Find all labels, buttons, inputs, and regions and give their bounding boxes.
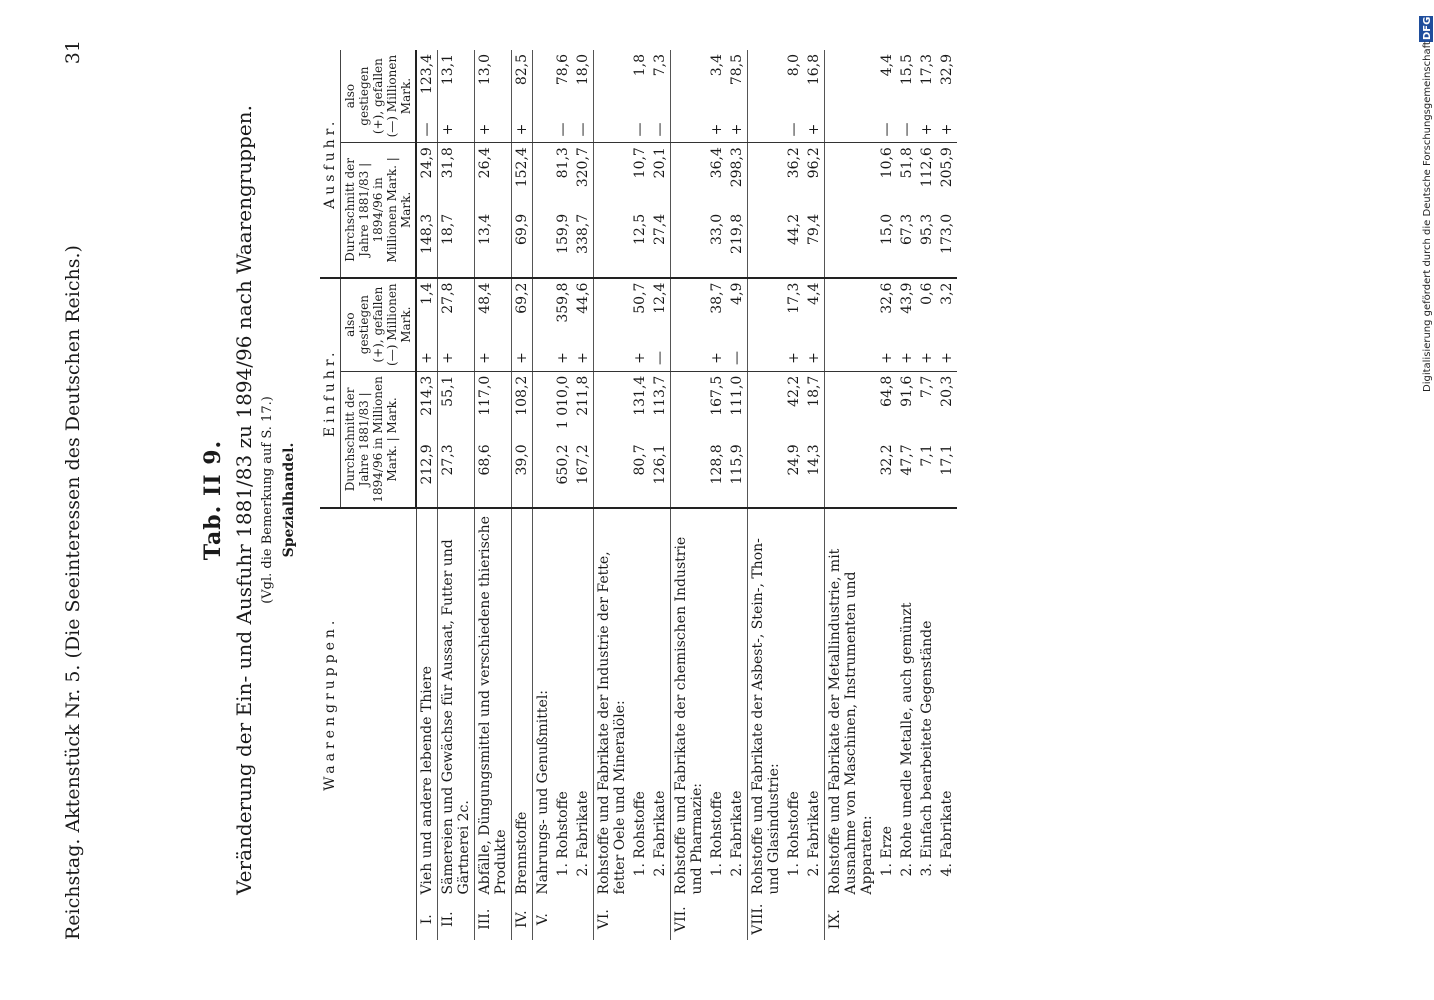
row-number: [553, 898, 573, 940]
einfuhr-change: 0,6: [919, 282, 935, 305]
table-row: [594, 50, 631, 940]
einfuhr-1894-96: 42,2: [786, 375, 802, 407]
einfuhr-change-sign: [748, 345, 785, 371]
trade-table: [320, 50, 957, 940]
row-number: VI.: [594, 898, 631, 940]
einfuhr-1894-96: [825, 371, 878, 440]
ausfuhr-1881-83: 12,5: [630, 210, 650, 278]
table-row: [804, 50, 825, 940]
ausfuhr-1894-96: [533, 143, 554, 210]
ausfuhr-1894-96: [671, 143, 708, 210]
einfuhr-change: 4,4: [806, 282, 822, 305]
einfuhr-1894-96: [671, 371, 708, 440]
ausfuhr-change-sign: +: [438, 117, 475, 143]
row-number: II.: [438, 898, 475, 940]
einfuhr-change-sign: [671, 345, 708, 371]
row-number: IV.: [512, 898, 533, 940]
ausfuhr-1894-96: 152,4: [512, 143, 533, 210]
row-label: 4. Fabrikate: [939, 790, 955, 877]
einfuhr-1894-96: 91,6: [899, 375, 915, 407]
einfuhr-change-sign: +: [804, 345, 825, 371]
ausfuhr-1881-83: [671, 210, 708, 278]
ausfuhr-change: 3,4: [709, 54, 725, 77]
einfuhr-1894-96: 131,4: [632, 375, 648, 416]
row-label: 3. Einfach bearbeitete Gegenstände: [919, 620, 935, 877]
row-number: [897, 898, 917, 940]
row-number: [727, 898, 748, 940]
ausfuhr-change-sign: +: [804, 117, 825, 143]
row-label: 2. Fabrikate: [575, 790, 591, 877]
einfuhr-1881-83: 80,7: [630, 440, 650, 508]
einfuhr-change: 17,3: [786, 282, 802, 314]
row-label: 2. Rohe unedle Metalle, auch gemünzt: [899, 602, 915, 877]
row-number: V.: [533, 898, 554, 940]
ausfuhr-1881-83: 27,4: [650, 210, 671, 278]
einfuhr-change-sign: [594, 345, 631, 371]
einfuhr-change-sign: +: [630, 345, 650, 371]
table-row: [897, 50, 917, 940]
ausfuhr-1881-83: 148,3: [416, 210, 438, 278]
ausfuhr-1881-83: 33,0: [707, 210, 727, 278]
row-number: [784, 898, 804, 940]
ausfuhr-1894-96: 24,9: [416, 143, 438, 210]
ausfuhr-change-sign: +: [917, 117, 937, 143]
row-label: Rohstoffe und Fabrikate der Metallindustrie, mit Ausnahme von Maschinen, Instrumenten und Apparaten:: [825, 508, 878, 898]
table-row: [825, 50, 878, 940]
einfuhr-1894-96: [748, 371, 785, 440]
einfuhr-1894-96: 108,2: [512, 371, 533, 440]
row-number: [877, 898, 897, 940]
ausfuhr-change: 32,9: [939, 54, 955, 86]
einfuhr-1894-96: 1 010,0: [555, 375, 571, 430]
ausfuhr-change-sign: +: [475, 117, 512, 143]
row-label: 1. Erze: [879, 826, 895, 877]
ausfuhr-1881-83: [825, 210, 878, 278]
ausfuhr-1894-96: 31,8: [438, 143, 475, 210]
row-label: Vieh und andere lebende Thiere: [416, 508, 438, 898]
dfg-credit: Digitalisierung gefördert durch die Deutsche Forschungsgemeinschaft: [1422, 41, 1433, 392]
einfuhr-1894-96: 64,8: [879, 375, 895, 407]
row-number: III.: [475, 898, 512, 940]
row-number: I.: [416, 898, 438, 940]
header-einfuhr: Einfuhr.: [320, 278, 341, 509]
ausfuhr-1894-96: 26,4: [475, 143, 512, 210]
ausfuhr-1894-96: 20,1: [652, 147, 668, 179]
table-row: [475, 50, 512, 940]
ausfuhr-1894-96: 205,9: [939, 147, 955, 188]
ausfuhr-change: 78,6: [555, 54, 571, 86]
row-number: [630, 898, 650, 940]
einfuhr-change-sign: +: [877, 345, 897, 371]
einfuhr-1881-83: 14,3: [804, 440, 825, 508]
einfuhr-1894-96: [533, 371, 554, 440]
ausfuhr-change: 13,0: [475, 50, 512, 117]
row-label: Abfälle, Düngungsmittel und verschiedene thierische Produkte: [475, 508, 512, 898]
header-einfuhr-change: also gestiegen (+), gefallen (—) Millionen Mark.: [341, 278, 417, 372]
header-einfuhr-avg: Durchschnitt der Jahre 1881/83 | 1894/96 in Millionen Mark. | Mark.: [341, 371, 417, 508]
ausfuhr-1881-83: 44,2: [784, 210, 804, 278]
row-label: 2. Fabrikate: [652, 790, 668, 877]
einfuhr-change-sign: +: [416, 345, 438, 371]
table-note: (Vgl. die Bemerkung auf S. 17.): [260, 396, 275, 604]
einfuhr-change-sign: +: [573, 345, 594, 371]
einfuhr-change: [748, 278, 785, 346]
einfuhr-1881-83: 128,8: [707, 440, 727, 508]
ausfuhr-change: 18,0: [575, 54, 591, 86]
ausfuhr-change: [748, 50, 785, 117]
ausfuhr-1894-96: 320,7: [575, 147, 591, 188]
ausfuhr-change-sign: —: [630, 117, 650, 143]
ausfuhr-1881-83: 95,3: [917, 210, 937, 278]
einfuhr-1881-83: 68,6: [475, 440, 512, 508]
table-row: [512, 50, 533, 940]
einfuhr-change: 50,7: [632, 282, 648, 314]
ausfuhr-change: 1,8: [632, 54, 648, 77]
ausfuhr-1881-83: 219,8: [727, 210, 748, 278]
einfuhr-1881-83: 32,2: [877, 440, 897, 508]
einfuhr-1881-83: [748, 440, 785, 508]
table-row: [533, 50, 554, 940]
ausfuhr-1894-96: [748, 143, 785, 210]
row-label: 1. Rohstoffe: [786, 791, 802, 877]
table-row: [748, 50, 785, 940]
row-number: [917, 898, 937, 940]
einfuhr-change-sign: [825, 345, 878, 371]
row-label: Rohstoffe und Fabrikate der Asbest-, Stein-, Thon- und Glasindustrie:: [748, 508, 785, 898]
ausfuhr-1881-83: [594, 210, 631, 278]
einfuhr-change: 38,7: [709, 282, 725, 314]
table-body: [416, 50, 957, 940]
ausfuhr-change-sign: [533, 117, 554, 143]
einfuhr-1894-96: 20,3: [939, 375, 955, 407]
einfuhr-1894-96: 18,7: [806, 375, 822, 407]
row-number: [937, 898, 957, 940]
table-row: [416, 50, 438, 940]
row-number: [804, 898, 825, 940]
ausfuhr-1894-96: 51,8: [899, 147, 915, 179]
row-label: 2. Fabrikate: [806, 790, 822, 877]
ausfuhr-change: 13,1: [438, 50, 475, 117]
ausfuhr-1894-96: 36,2: [786, 147, 802, 179]
einfuhr-change: 3,2: [939, 282, 955, 305]
einfuhr-change-sign: +: [475, 345, 512, 371]
table-number: Tab. II 9.: [200, 439, 226, 561]
ausfuhr-1881-83: 173,0: [937, 210, 957, 278]
table-row: [707, 50, 727, 940]
ausfuhr-1881-83: [533, 210, 554, 278]
ausfuhr-change: 7,3: [652, 54, 668, 77]
einfuhr-change: 69,2: [512, 278, 533, 346]
ausfuhr-change: 78,5: [729, 54, 745, 86]
row-number: IX.: [825, 898, 878, 940]
einfuhr-change-sign: +: [917, 345, 937, 371]
ausfuhr-change-sign: —: [877, 117, 897, 143]
ausfuhr-1894-96: [825, 143, 878, 210]
einfuhr-1881-83: [671, 440, 708, 508]
ausfuhr-1881-83: 67,3: [897, 210, 917, 278]
ausfuhr-change: 15,5: [899, 54, 915, 86]
ausfuhr-change-sign: [594, 117, 631, 143]
einfuhr-change-sign: +: [707, 345, 727, 371]
einfuhr-1881-83: 39,0: [512, 440, 533, 508]
row-label: Rohstoffe und Fabrikate der Industrie der Fette, fetter Oele und Mineralöle:: [594, 508, 631, 898]
einfuhr-change-sign: +: [897, 345, 917, 371]
ausfuhr-1881-83: 13,4: [475, 210, 512, 278]
row-label: Rohstoffe und Fabrikate der chemischen Industrie und Pharmazie:: [671, 508, 708, 898]
einfuhr-1881-83: 650,2: [553, 440, 573, 508]
ausfuhr-change: 17,3: [919, 54, 935, 86]
header-ausfuhr-change: also gestiegen (+), gefallen (—) Millionen Mark.: [341, 50, 417, 143]
header-ausfuhr: Ausfuhr.: [320, 50, 341, 278]
table-subtitle: Spezialhandel.: [281, 442, 297, 558]
einfuhr-change: [533, 278, 554, 346]
einfuhr-1894-96: 55,1: [438, 371, 475, 440]
einfuhr-1894-96: 113,7: [652, 375, 668, 416]
einfuhr-1881-83: [594, 440, 631, 508]
ausfuhr-change-sign: [748, 117, 785, 143]
ausfuhr-1894-96: 96,2: [806, 147, 822, 179]
einfuhr-1881-83: 126,1: [650, 440, 671, 508]
ausfuhr-change: 4,4: [879, 54, 895, 77]
einfuhr-1881-83: 167,2: [573, 440, 594, 508]
einfuhr-change: 43,9: [899, 282, 915, 314]
ausfuhr-change-sign: —: [553, 117, 573, 143]
table-row: [553, 50, 573, 940]
ausfuhr-1894-96: 112,6: [919, 147, 935, 188]
row-label: 2. Fabrikate: [729, 790, 745, 877]
einfuhr-change-sign: [533, 345, 554, 371]
einfuhr-1881-83: 115,9: [727, 440, 748, 508]
table-row: [438, 50, 475, 940]
einfuhr-change-sign: +: [784, 345, 804, 371]
ausfuhr-change: [825, 50, 878, 117]
ausfuhr-1881-83: 79,4: [804, 210, 825, 278]
ausfuhr-change: [533, 50, 554, 117]
einfuhr-change-sign: —: [727, 345, 748, 371]
row-number: [573, 898, 594, 940]
row-number: [650, 898, 671, 940]
header-group-column: Waarengruppen.: [320, 508, 416, 898]
table-row: [937, 50, 957, 940]
header-num: [320, 898, 416, 940]
einfuhr-1881-83: [825, 440, 878, 508]
ausfuhr-change: 123,4: [416, 50, 438, 117]
row-label: Sämereien und Gewächse für Aussaat, Futter und Gärtnerei 2c.: [438, 508, 475, 898]
einfuhr-change-sign: +: [512, 345, 533, 371]
einfuhr-1894-96: 167,5: [709, 375, 725, 416]
ausfuhr-1881-83: 338,7: [573, 210, 594, 278]
ausfuhr-change-sign: [671, 117, 708, 143]
einfuhr-1894-96: 117,0: [475, 371, 512, 440]
einfuhr-change: [825, 278, 878, 346]
einfuhr-change-sign: +: [553, 345, 573, 371]
row-label: 1. Rohstoffe: [709, 791, 725, 877]
ausfuhr-change-sign: —: [416, 117, 438, 143]
einfuhr-1881-83: 47,7: [897, 440, 917, 508]
einfuhr-1894-96: 111,0: [729, 375, 745, 416]
einfuhr-1881-83: 7,1: [917, 440, 937, 508]
ausfuhr-1881-83: [748, 210, 785, 278]
ausfuhr-1881-83: 159,9: [553, 210, 573, 278]
ausfuhr-change-sign: +: [727, 117, 748, 143]
ausfuhr-1881-83: 15,0: [877, 210, 897, 278]
einfuhr-change: [594, 278, 631, 346]
einfuhr-change: [671, 278, 708, 346]
einfuhr-1881-83: 24,9: [784, 440, 804, 508]
einfuhr-1894-96: 214,3: [416, 371, 438, 440]
table-row: [784, 50, 804, 940]
row-label: 1. Rohstoffe: [632, 791, 648, 877]
einfuhr-change-sign: +: [438, 345, 475, 371]
ausfuhr-change: [594, 50, 631, 117]
einfuhr-change: 48,4: [475, 278, 512, 346]
einfuhr-1894-96: [594, 371, 631, 440]
ausfuhr-1894-96: [594, 143, 631, 210]
table-row: [630, 50, 650, 940]
einfuhr-1881-83: [533, 440, 554, 508]
ausfuhr-1894-96: 10,7: [632, 147, 648, 179]
header-ausfuhr-avg: Durchschnitt der Jahre 1881/83 | 1894/96 in Millionen Mark. | Mark.: [341, 143, 417, 278]
ausfuhr-change-sign: —: [784, 117, 804, 143]
ausfuhr-1894-96: 298,3: [729, 147, 745, 188]
table-row: [877, 50, 897, 940]
ausfuhr-1881-83: 18,7: [438, 210, 475, 278]
ausfuhr-change: 8,0: [786, 54, 802, 77]
running-head-text: Reichstag. Aktenstück Nr. 5. (Die Seeinteressen des Deutschen Reichs.): [62, 245, 84, 940]
row-number: [707, 898, 727, 940]
table-title: Veränderung der Ein- und Ausfuhr 1881/83 zu 1894/96 nach Waarengruppen.: [232, 105, 256, 895]
ausfuhr-1881-83: 69,9: [512, 210, 533, 278]
row-label: Brennstoffe: [512, 508, 533, 898]
einfuhr-1894-96: 211,8: [575, 375, 591, 416]
row-number: VII.: [671, 898, 708, 940]
einfuhr-1881-83: 17,1: [937, 440, 957, 508]
table-row: [727, 50, 748, 940]
ausfuhr-change: 16,8: [806, 54, 822, 86]
table-row: [650, 50, 671, 940]
einfuhr-change: 44,6: [575, 282, 591, 314]
ausfuhr-change-sign: +: [937, 117, 957, 143]
einfuhr-change: 27,8: [438, 278, 475, 346]
ausfuhr-change-sign: +: [512, 117, 533, 143]
ausfuhr-change-sign: —: [897, 117, 917, 143]
dfg-logo: DFG: [1422, 16, 1433, 40]
table-row: [671, 50, 708, 940]
ausfuhr-1894-96: 10,6: [879, 147, 895, 179]
row-number: VIII.: [748, 898, 785, 940]
dfg-sidebar: [1418, 8, 1434, 992]
einfuhr-1894-96: 7,7: [919, 375, 935, 398]
row-label: 1. Rohstoffe: [555, 791, 571, 877]
ausfuhr-change-sign: [825, 117, 878, 143]
ausfuhr-1894-96: 36,4: [709, 147, 725, 179]
ausfuhr-change: 82,5: [512, 50, 533, 117]
table-row: [917, 50, 937, 940]
ausfuhr-change-sign: —: [573, 117, 594, 143]
einfuhr-change: 12,4: [652, 282, 668, 314]
einfuhr-1881-83: 27,3: [438, 440, 475, 508]
ausfuhr-change-sign: +: [707, 117, 727, 143]
row-label: Nahrungs- und Genußmittel:: [533, 508, 554, 898]
page-number: 31: [62, 40, 84, 65]
ausfuhr-change-sign: —: [650, 117, 671, 143]
ausfuhr-1894-96: 81,3: [555, 147, 571, 179]
title-block: [200, 0, 297, 1000]
einfuhr-change: 1,4: [416, 278, 438, 346]
ausfuhr-change: [671, 50, 708, 117]
einfuhr-change: 32,6: [879, 282, 895, 314]
table-row: [573, 50, 594, 940]
einfuhr-change-sign: +: [937, 345, 957, 371]
einfuhr-change-sign: —: [650, 345, 671, 371]
einfuhr-1881-83: 212,9: [416, 440, 438, 508]
einfuhr-change: 4,9: [729, 282, 745, 305]
einfuhr-change: 359,8: [555, 282, 571, 323]
